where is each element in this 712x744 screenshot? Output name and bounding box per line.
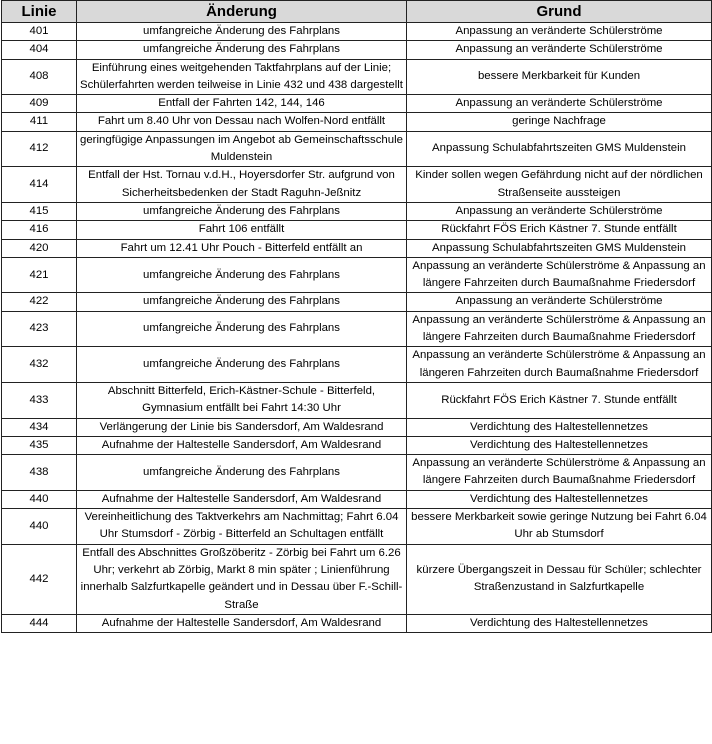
cell-linie: 422 — [2, 293, 77, 311]
table-row — [2, 59, 712, 95]
cell-aenderung: Fahrt 106 entfällt — [77, 221, 407, 239]
cell-linie: 432 — [2, 347, 77, 383]
cell-grund: Kinder sollen wegen Gefährdung nicht auf der nördlichen Straßenseite aussteigen — [407, 167, 712, 203]
table-row — [2, 95, 712, 113]
table-row — [2, 257, 712, 293]
cell-linie: 434 — [2, 418, 77, 436]
cell-grund: Anpassung an veränderte Schülerströme & Anpassung an längere Fahrzeiten durch Baumaßnahme Friedersdorf — [407, 311, 712, 347]
table-row — [2, 436, 712, 454]
cell-aenderung: Fahrt um 8.40 Uhr von Dessau nach Wolfen-Nord entfällt — [77, 113, 407, 131]
cell-linie: 409 — [2, 95, 77, 113]
cell-linie: 412 — [2, 131, 77, 167]
header-row — [2, 1, 712, 23]
cell-aenderung: Aufnahme der Haltestelle Sandersdorf, Am Waldesrand — [77, 490, 407, 508]
cell-grund: bessere Merkbarkeit sowie geringe Nutzung bei Fahrt 6.04 Uhr ab Stumsdorf — [407, 509, 712, 545]
cell-aenderung: geringfügige Anpassungen im Angebot ab Gemeinschaftsschule Muldenstein — [77, 131, 407, 167]
table-row — [2, 455, 712, 491]
cell-aenderung: umfangreiche Änderung des Fahrplans — [77, 23, 407, 41]
cell-grund: kürzere Übergangszeit in Dessau für Schüler; schlechter Straßenzustand in Salzfurtkapelle — [407, 544, 712, 614]
table-row — [2, 167, 712, 203]
cell-aenderung: Abschnitt Bitterfeld, Erich-Kästner-Schule - Bitterfeld, Gymnasium entfällt bei Fahrt 14:30 Uhr — [77, 382, 407, 418]
cell-grund: bessere Merkbarkeit für Kunden — [407, 59, 712, 95]
cell-grund: Rückfahrt FÖS Erich Kästner 7. Stunde entfällt — [407, 382, 712, 418]
cell-linie: 444 — [2, 614, 77, 632]
table-row — [2, 347, 712, 383]
cell-aenderung: Entfall der Fahrten 142, 144, 146 — [77, 95, 407, 113]
table-row — [2, 221, 712, 239]
cell-aenderung: umfangreiche Änderung des Fahrplans — [77, 257, 407, 293]
cell-linie: 415 — [2, 202, 77, 220]
cell-grund: Anpassung an veränderte Schülerströme — [407, 41, 712, 59]
cell-aenderung: Aufnahme der Haltestelle Sandersdorf, Am Waldesrand — [77, 436, 407, 454]
cell-linie: 421 — [2, 257, 77, 293]
cell-aenderung: umfangreiche Änderung des Fahrplans — [77, 202, 407, 220]
cell-grund: Rückfahrt FÖS Erich Kästner 7. Stunde entfällt — [407, 221, 712, 239]
table-row — [2, 131, 712, 167]
cell-grund: Anpassung an veränderte Schülerströme — [407, 202, 712, 220]
table-row — [2, 490, 712, 508]
cell-aenderung: umfangreiche Änderung des Fahrplans — [77, 311, 407, 347]
cell-aenderung: Aufnahme der Haltestelle Sandersdorf, Am Waldesrand — [77, 614, 407, 632]
cell-grund: geringe Nachfrage — [407, 113, 712, 131]
cell-aenderung: umfangreiche Änderung des Fahrplans — [77, 41, 407, 59]
header-linie: Linie — [2, 1, 77, 23]
cell-aenderung: Fahrt um 12.41 Uhr Pouch - Bitterfeld entfällt an — [77, 239, 407, 257]
cell-linie: 411 — [2, 113, 77, 131]
cell-aenderung: umfangreiche Änderung des Fahrplans — [77, 293, 407, 311]
cell-aenderung: Verlängerung der Linie bis Sandersdorf, Am Waldesrand — [77, 418, 407, 436]
cell-grund: Anpassung an veränderte Schülerströme — [407, 23, 712, 41]
table-row — [2, 311, 712, 347]
cell-linie: 435 — [2, 436, 77, 454]
cell-grund: Verdichtung des Haltestellennetzes — [407, 614, 712, 632]
cell-grund: Verdichtung des Haltestellennetzes — [407, 418, 712, 436]
cell-linie: 401 — [2, 23, 77, 41]
cell-grund: Verdichtung des Haltestellennetzes — [407, 436, 712, 454]
table-row — [2, 41, 712, 59]
cell-grund: Anpassung an veränderte Schülerströme & Anpassung an längere Fahrzeiten durch Baumaßnahme Friedersdorf — [407, 257, 712, 293]
cell-grund: Anpassung an veränderte Schülerströme & Anpassung an längere Fahrzeiten durch Baumaßnahme Friedersdorf — [407, 455, 712, 491]
cell-aenderung: Entfall des Abschnittes Großzöberitz - Zörbig bei Fahrt um 6.26 Uhr; verkehrt ab Zörbig, Markt 8 min später ; Linienführung innerhalb Salzfurtkapelle geändert und in Dessau über F.-Schill-Straße — [77, 544, 407, 614]
cell-linie: 408 — [2, 59, 77, 95]
cell-linie: 438 — [2, 455, 77, 491]
table-row — [2, 382, 712, 418]
cell-linie: 404 — [2, 41, 77, 59]
cell-linie: 414 — [2, 167, 77, 203]
cell-grund: Anpassung Schulabfahrtszeiten GMS Muldenstein — [407, 131, 712, 167]
cell-grund: Verdichtung des Haltestellennetzes — [407, 490, 712, 508]
cell-linie: 416 — [2, 221, 77, 239]
cell-linie: 433 — [2, 382, 77, 418]
cell-grund: Anpassung an veränderte Schülerströme — [407, 95, 712, 113]
cell-grund: Anpassung Schulabfahrtszeiten GMS Muldenstein — [407, 239, 712, 257]
cell-linie: 423 — [2, 311, 77, 347]
cell-linie: 440 — [2, 490, 77, 508]
cell-grund: Anpassung an veränderte Schülerströme & Anpassung an längeren Fahrzeiten durch Baumaßnahme Friedersdorf — [407, 347, 712, 383]
cell-aenderung: umfangreiche Änderung des Fahrplans — [77, 455, 407, 491]
cell-aenderung: Entfall der Hst. Tornau v.d.H., Hoyersdorfer Str. aufgrund von Sicherheitsbedenken der Stadt Raguhn-Jeßnitz — [77, 167, 407, 203]
header-grund: Grund — [407, 1, 712, 23]
table-row — [2, 614, 712, 632]
changes-table — [1, 0, 712, 633]
table-row — [2, 509, 712, 545]
header-aenderung: Änderung — [77, 1, 407, 23]
table-row — [2, 113, 712, 131]
table-row — [2, 202, 712, 220]
cell-aenderung: Einführung eines weitgehenden Taktfahrplans auf der Linie; Schülerfahrten werden teilweise in Linie 432 und 438 dargestellt — [77, 59, 407, 95]
cell-aenderung: umfangreiche Änderung des Fahrplans — [77, 347, 407, 383]
table-row — [2, 239, 712, 257]
table-row — [2, 23, 712, 41]
cell-aenderung: Vereinheitlichung des Taktverkehrs am Nachmittag; Fahrt 6.04 Uhr Stumsdorf - Zörbig - Bitterfeld an Schultagen entfällt — [77, 509, 407, 545]
table-row — [2, 418, 712, 436]
cell-linie: 442 — [2, 544, 77, 614]
table-row — [2, 544, 712, 614]
cell-linie: 420 — [2, 239, 77, 257]
cell-grund: Anpassung an veränderte Schülerströme — [407, 293, 712, 311]
cell-linie: 440 — [2, 509, 77, 545]
table-row — [2, 293, 712, 311]
